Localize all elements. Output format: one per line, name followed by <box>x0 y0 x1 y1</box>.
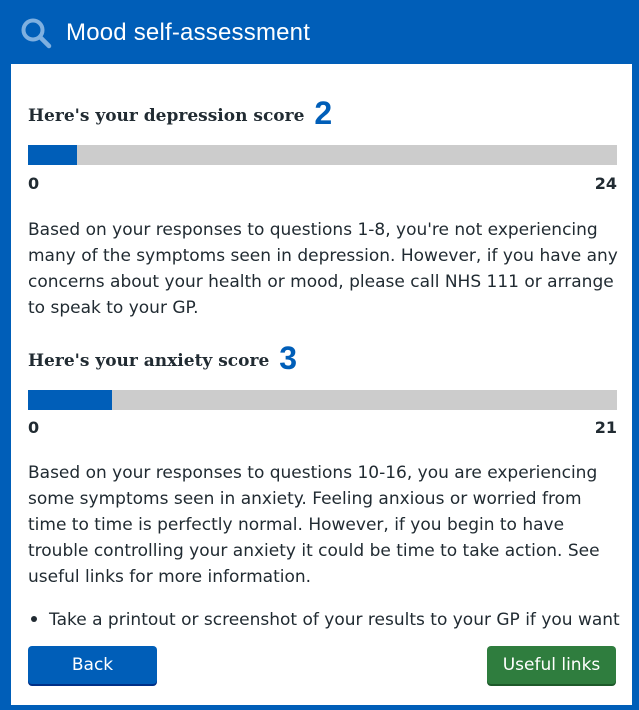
anxiety-score-heading <box>28 340 297 377</box>
depression-score-fill <box>28 145 77 165</box>
search-icon <box>20 17 52 49</box>
anxiety-score-value: 3 <box>279 340 297 376</box>
bullet-icon <box>31 616 37 622</box>
anxiety-max-label: 21 <box>594 418 617 437</box>
anxiety-min-label: 0 <box>28 418 40 437</box>
useful-links-button[interactable]: Useful links <box>487 646 616 684</box>
anxiety-score-fill <box>28 390 112 410</box>
page-header <box>2 2 639 64</box>
depression-score-bar <box>28 145 617 165</box>
page-title: Mood self-assessment <box>66 19 311 46</box>
results-panel <box>11 64 632 705</box>
depression-min-label: 0 <box>28 174 40 193</box>
footer-actions <box>11 634 632 705</box>
depression-score-heading <box>28 95 332 132</box>
depression-score-value: 2 <box>314 95 333 131</box>
depression-description: Based on your responses to questions 1-8, you're not experiencing many of the symptoms seen in depression. However, if you have any concerns about your health or mood, please call NHS 111 or arrange to speak to your GP. <box>28 220 618 318</box>
anxiety-heading-text: Here's your anxiety score <box>28 351 270 371</box>
advice-list-item <box>31 607 631 633</box>
advice-text: Take a printout or screenshot of your results to your GP if you want <box>49 610 620 630</box>
anxiety-description: Based on your responses to questions 10-16, you are experiencing some symptoms seen in anxiety. Feeling anxious or worried from time to time is perfectly normal. However, if you begin to have trouble controlling your anxiety it could be time to take action. See useful links for more information. <box>28 463 600 587</box>
anxiety-score-bar <box>28 390 617 410</box>
depression-heading-text: Here's your depression score <box>28 106 305 126</box>
back-button[interactable]: Back <box>28 646 157 684</box>
depression-max-label: 24 <box>594 174 617 193</box>
